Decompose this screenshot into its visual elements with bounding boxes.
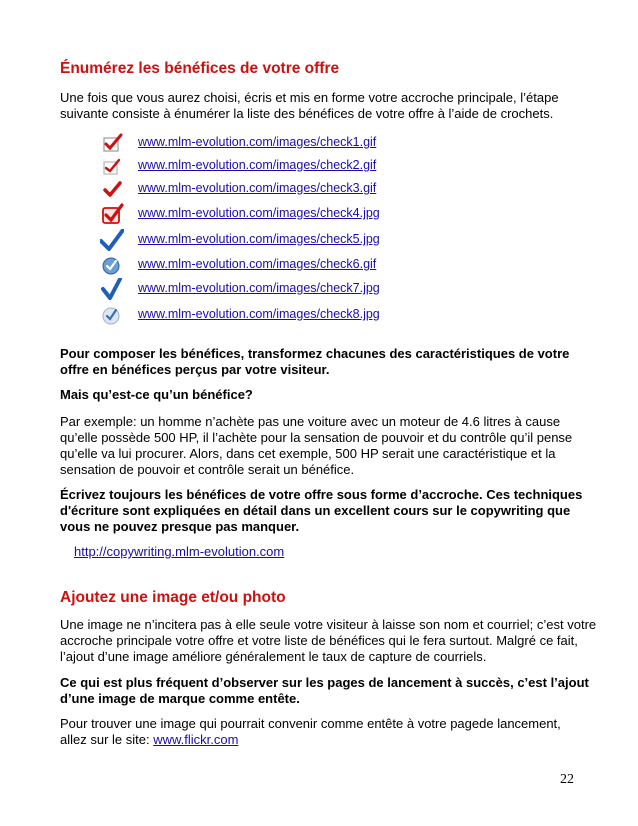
write-benefits-paragraph xyxy=(60,487,582,535)
text-line: Écrivez toujours les bénéfices de votre offre sous forme d’accroche. Ces techniques xyxy=(60,487,583,502)
section-heading-benefits: Énumérez les bénéfices de votre offre xyxy=(60,60,340,77)
copywriting-course-link[interactable]: http://copywriting.mlm-evolution.com xyxy=(74,544,285,559)
text-line: accroche principale votre offre et votre liste de bénéfices qui le fera surtout. Malgré ce fait, xyxy=(60,633,578,648)
text-line: d’une image de marque comme entête. xyxy=(60,691,300,706)
text-line: Pour trouver une image qui pourrait convenir comme entête à votre pagede lancement, xyxy=(60,716,561,731)
check-box-red-icon xyxy=(100,132,124,154)
check-image-link[interactable]: www.mlm-evolution.com/images/check1.gif xyxy=(138,135,377,149)
text-line: qu’elle possède 500 HP, il l’achète pour la sensation de pouvoir et du contrôle qu’il pense xyxy=(60,430,573,445)
observe-paragraph xyxy=(60,675,589,707)
compose-benefits-paragraph xyxy=(60,346,569,378)
text-line: offre en bénéfices perçus par votre visiteur. xyxy=(60,362,330,377)
text-line: vous ne pouvez presque pas manquer. xyxy=(60,519,300,534)
text-line: suivante consiste à énumérer la liste des bénéfices de votre offre à l’aide de crochets. xyxy=(60,106,554,121)
text-line xyxy=(60,732,561,748)
list-item xyxy=(100,254,420,276)
text-line: Une image ne n’incitera pas à elle seule votre visiteur à laisse son nom et courriel; c’est votre xyxy=(60,617,597,632)
check-image-link[interactable]: www.mlm-evolution.com/images/check7.jpg xyxy=(138,281,380,295)
text-line: Ce qui est plus fréquent d’observer sur les pages de lancement à succès, c’est l’ajout xyxy=(60,675,589,690)
check-image-link[interactable]: www.mlm-evolution.com/images/check4.jpg xyxy=(138,206,380,220)
intro-paragraph xyxy=(60,90,559,122)
check-box-red-icon xyxy=(100,155,124,177)
check-image-link[interactable]: www.mlm-evolution.com/images/check5.jpg xyxy=(138,232,380,246)
list-item xyxy=(100,278,420,300)
page-number: 22 xyxy=(560,772,574,787)
text-line: sensation de pouvoir et contrôle serait un bénéfice. xyxy=(60,462,355,477)
checkmark-blue-icon xyxy=(100,278,124,300)
text-line: Une fois que vous aurez choisi, écris et mis en forme votre accroche principale, l’étape xyxy=(60,90,559,105)
list-item xyxy=(100,155,420,177)
benefit-question: Mais qu’est-ce qu’un bénéfice? xyxy=(60,387,253,402)
check-box-red-bold-icon xyxy=(100,203,124,225)
text-line: d'écriture sont expliquées en détail dans un excellent cours sur le copywriting que xyxy=(60,503,571,518)
list-item xyxy=(100,178,420,200)
flickr-link[interactable]: www.flickr.com xyxy=(153,732,239,747)
text-line: qu’elle va lui procurer. Alors, dans cet exemple, 500 HP serait une caractéristique et la xyxy=(60,446,556,461)
example-paragraph xyxy=(60,414,572,478)
list-item xyxy=(100,229,420,251)
list-item xyxy=(100,132,420,154)
text-line: Pour composer les bénéfices, transformez chacunes des caractéristiques de votre xyxy=(60,346,570,361)
list-item xyxy=(100,203,420,225)
list-item xyxy=(100,304,420,326)
check-circle-light-icon xyxy=(100,304,124,326)
check-image-link[interactable]: www.mlm-evolution.com/images/check2.gif xyxy=(138,158,377,172)
find-image-paragraph xyxy=(60,716,561,748)
check-image-link[interactable]: www.mlm-evolution.com/images/check8.jpg xyxy=(138,307,380,321)
check-image-link[interactable]: www.mlm-evolution.com/images/check6.gif xyxy=(138,257,377,271)
section-heading-image: Ajoutez une image et/ou photo xyxy=(60,589,286,606)
check-circle-blue-icon xyxy=(100,254,124,276)
flickr-prefix: allez sur le site: xyxy=(60,732,154,747)
checkmark-red-icon xyxy=(100,178,124,200)
checkmark-blue-icon xyxy=(100,229,124,251)
check-image-link[interactable]: www.mlm-evolution.com/images/check3.gif xyxy=(138,181,377,195)
image-paragraph xyxy=(60,617,596,665)
text-line: l’ajout d’une image améliore généralement le taux de capture de courriels. xyxy=(60,649,487,664)
text-line: Par exemple: un homme n’achète pas une voiture avec un moteur de 4.6 litres à cause xyxy=(60,414,561,429)
